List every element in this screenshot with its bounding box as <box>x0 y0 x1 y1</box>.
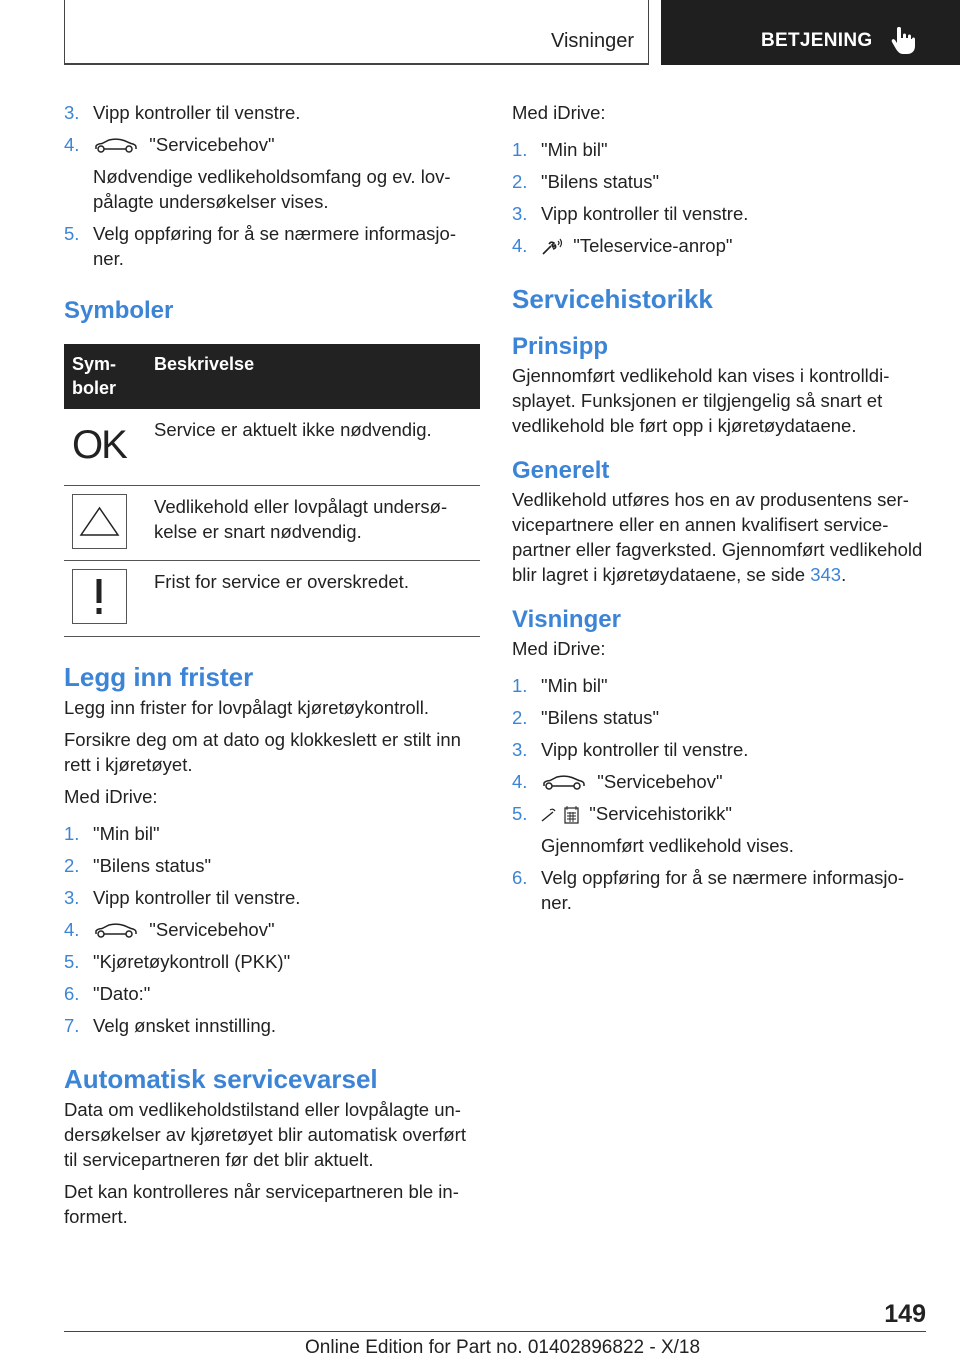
table-header-symbols: Symboler <box>64 344 146 409</box>
list-item: 3. Vipp kontroller til venstre. <box>64 102 301 123</box>
list-item: 3. Vipp kontroller til venstre. <box>512 739 749 760</box>
list-item: 6. Velg oppføring for å se nærmere informasjoner. <box>512 867 904 913</box>
hand-pointer-icon <box>890 25 918 55</box>
list-item: 2. "Bilens status" <box>512 171 660 192</box>
list-item: 5. "Servicehistorikk" Gjennomført vedlikehold vises. <box>512 803 794 856</box>
exclamation-icon <box>72 569 127 624</box>
deadlines-heading: Legg inn frister <box>64 661 254 692</box>
edition-text: Online Edition for Part no. 01402896822 - X/18 <box>305 1337 701 1358</box>
car-icon <box>93 138 139 154</box>
list-item: 3. Vipp kontroller til venstre. <box>512 203 749 224</box>
principle-heading: Prinsipp <box>512 333 609 360</box>
list-item: 1. "Min bil" <box>512 139 608 160</box>
list-item: 4. "Servicebehov" <box>64 918 275 940</box>
list-item: 1. "Min bil" <box>64 822 160 844</box>
service-history-heading: Servicehistorikk <box>512 284 713 314</box>
header-section-tab <box>64 0 649 65</box>
list-item: 5. Velg oppføring for å se nærmere informasjoner. <box>64 223 456 269</box>
table-row: Frist for service er overskredet. <box>64 560 480 636</box>
footer-divider <box>64 1331 926 1332</box>
list-item: 4. "Teleservice-anrop" <box>512 235 733 256</box>
warning-triangle-icon <box>72 494 127 549</box>
auto-service-heading: Automatisk servicevarsel <box>64 1063 378 1094</box>
list-item: 6. "Dato:" <box>64 982 151 1004</box>
car-icon <box>93 923 139 939</box>
list-item: 2. "Bilens status" <box>64 854 212 876</box>
list-item: 3. Vipp kontroller til venstre. <box>64 886 301 908</box>
views-heading: Visninger <box>512 606 621 633</box>
left-column: 3. Vipp kontroller til venstre. 4. "Servicebehov" Nødvendige vedlikeholdsomfang og ev. lovpålagte undersøkelser vises. 5. Velg oppføring for å se nærmere informasjoner. Symboler Symboler Beskrivelse OK Service er aktuelt ikke nødvendig. Vedlikehold eller lovpålagt undersøkelse er snart nødvendig. Frist for service er overskredet. Legg inn frister Legg inn frister for lovpålagt kjøretøykontroll. Forsikre deg om at dato og klokkeslett er stilt inn rett i kjøretøyet. Med iDrive: 1. "Min bil" 2. "Bilens status" 3. Vipp kontroller til venstre. 4. "Servicebehov" 5. "Kjøretøykontroll (PKK)" 6. "Dato:" 7. Velg ønsket innstilling. Automatisk servicevarsel Data om vedlikeholdstilstand eller lovpålagte undersøkelser av kjøretøyet blir automatisk overført til servicepartneren før det blir aktuelt. Det kan kontrolleres når servicepartneren ble informert. <box>64 100 480 1236</box>
symbols-table <box>64 344 480 637</box>
car-icon <box>541 775 587 791</box>
general-heading: Generelt <box>512 457 610 484</box>
list-item: 5. "Kjøretøykontroll (PKK)" <box>64 950 291 972</box>
table-header-description: Beskrivelse <box>146 344 480 409</box>
symbols-heading: Symboler <box>64 297 174 324</box>
right-column: Med iDrive: 1. "Min bil" 2. "Bilens status" 3. Vipp kontroller til venstre. 4. "Teleservice-anrop" Servicehistorikk Prinsipp Gjennomført vedlikehold kan vises i kontrolldisplayet. Funksjonen er tilgjengelig så snart et vedlikehold ble ført opp i kjøretøydataene. Generelt Vedlikehold utføres hos en av produsentens servicepartnere eller en annen kvalifisert servicepartner eller fagverksted. Gjennomført vedlikehold blir lagret i kjøretøydataene, se side 343. Visninger Med iDrive: 1. "Min bil" 2. "Bilens status" 3. Vipp kontroller til venstre. 4. "Servicebehov" 5. "Servicehistorikk" Gjennomført vedlikehold vises. 6. Velg oppføring for å se nærmere informasjoner. <box>512 100 926 922</box>
list-item: 4. "Servicebehov" <box>512 771 723 792</box>
list-item: 1. "Min bil" <box>512 675 608 696</box>
ok-symbol: OK <box>72 423 126 467</box>
table-row: OK Service er aktuelt ikke nødvendig. <box>64 409 480 485</box>
wrench-icon <box>541 238 563 256</box>
list-item: 2. "Bilens status" <box>512 707 660 728</box>
section-title: Visninger <box>550 30 634 52</box>
chapter-title: BETJENING <box>761 30 873 51</box>
list-item: 7. Velg ønsket innstilling. <box>64 1014 277 1036</box>
table-row: Vedlikehold eller lovpålagt undersøkelse er snart nødvendig. <box>64 485 480 560</box>
page-link[interactable]: 343 <box>810 564 842 585</box>
list-item: 4. "Servicebehov" Nødvendige vedlikeholdsomfang og ev. lovpålagte undersøkelser vises. <box>64 134 451 212</box>
service-history-icon <box>541 805 579 825</box>
page-number: 149 <box>884 1300 926 1328</box>
header-chapter-tab <box>661 0 960 65</box>
